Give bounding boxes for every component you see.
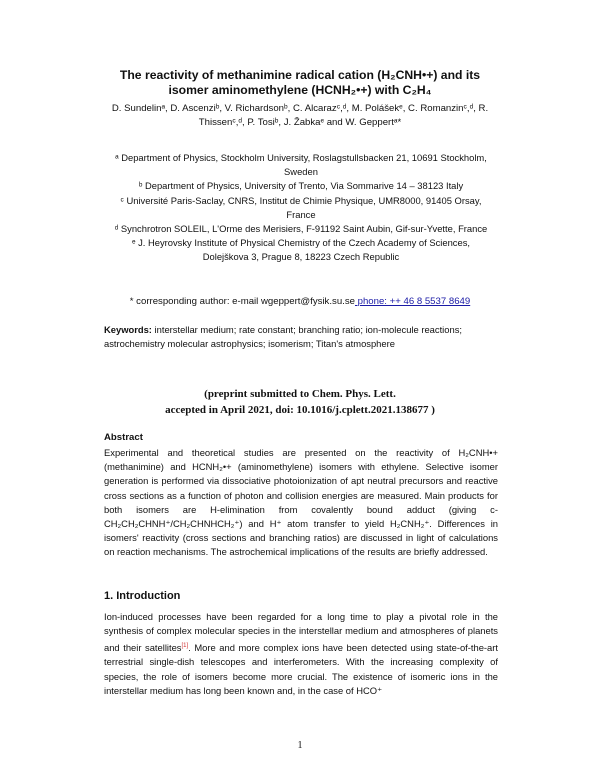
affiliation-c: ᶜ Université Paris-Saclay, CNRS, Institut de Chimie Physique, UMR8000, 91405 Orsay, France [120, 194, 482, 220]
preprint-line-1: (preprint submitted to Chem. Phys. Lett. [204, 388, 396, 400]
page-number: 1 [297, 740, 303, 751]
preprint-line-2: accepted in April 2021, doi: 10.1016/j.cplett.2021.138677 ) [165, 404, 435, 416]
intro-text-part-2: . More and more complex ions have been detected using state-of-the-art terrestrial single-dish telescopes and interferometers. With the increasing complexity of species, the role of isomers become more crucial. The existence of isomeric ions in the interstellar medium has long been known and, in the case of HCO⁺ [104, 641, 498, 697]
introduction-heading: 1. Introduction [104, 590, 181, 602]
paper-title: The reactivity of methanimine radical cation (H₂CNH•+) and its isomer aminomethylene (HCNH₂•+) with C₂H₄ [119, 68, 481, 97]
corresponding-phone-link[interactable]: phone: ++ 46 8 5537 8649 [354, 296, 471, 307]
keywords-label: Keywords: [104, 324, 152, 335]
affiliation-e: ᵉ J. Heyrovsky Institute of Physical Chemistry of the Czech Academy of Sciences, Dolejškova 3, Prague 8, 18223 Czech Republic [132, 237, 470, 263]
affiliation-d: ᵈ Synchrotron SOLEIL, L'Orme des Merisiers, F-91192 Saint Aubin, Gif-sur-Yvette, France [114, 223, 488, 235]
affiliation-a: ᵃ Department of Physics, Stockholm University, Roslagstullsbacken 21, 10691 Stockholm, Sweden [115, 152, 487, 178]
corresponding-author [100, 296, 500, 307]
author-list: D. Sundelinᵃ, D. Ascenziᵇ, V. Richardsonᵇ, C. Alcarazᶜ,ᵈ, M. Polášekᵉ, C. Romanzinᶜ,ᵈ, R. Thissenᶜ,ᵈ, P. Tosiᵇ, J. Žabkaᵉ and W. Geppertᵃ* [111, 103, 489, 128]
intro-text-part-1: Ion-induced processes have been regarded for a long time to play a pivotal role in the synthesis of complex molecular species in the interstellar medium and atmospheres of planets and their satellites [104, 611, 498, 653]
citation-link[interactable]: [1] [181, 642, 189, 649]
abstract-heading: Abstract [104, 432, 143, 443]
corresponding-email: * corresponding author: e-mail wgeppert@fysik.su.se [129, 296, 355, 307]
preprint-note [100, 386, 500, 418]
abstract-text: Experimental and theoretical studies are presented on the reactivity of H₂CNH•+ (methanimine) and HCNH₂•+ (aminomethylene) isomers with ethylene. Selective isomer generation is performed via dissociative photoionization of apt neutral precursors and reactive cross sections as a function of photon and collision energies are measured. Main products for both isomers are H-elimination from covalently bound adduct (giving c-CH₂CH₂CHNH⁺/CH₂CHNHCH₂⁺) and H⁺ atom transfer to yield H₂CNH₂⁺. Differences in isomers' reactivity (cross sections and branching ratios) are discussed in light of calculations on reaction mechanisms. The astrochemical implications of the results are briefly addressed. [104, 447, 498, 558]
keywords [104, 323, 504, 351]
introduction-text [104, 610, 498, 699]
affiliation-b: ᵇ Department of Physics, University of Trento, Via Sommarive 14 – 38123 Italy [138, 180, 464, 192]
keywords-text: interstellar medium; rate constant; branching ratio; ion-molecule reactions; astrochemistry molecular astrophysics; isomerism; Titan's atmosphere [104, 324, 462, 349]
affiliation-list [110, 151, 492, 265]
